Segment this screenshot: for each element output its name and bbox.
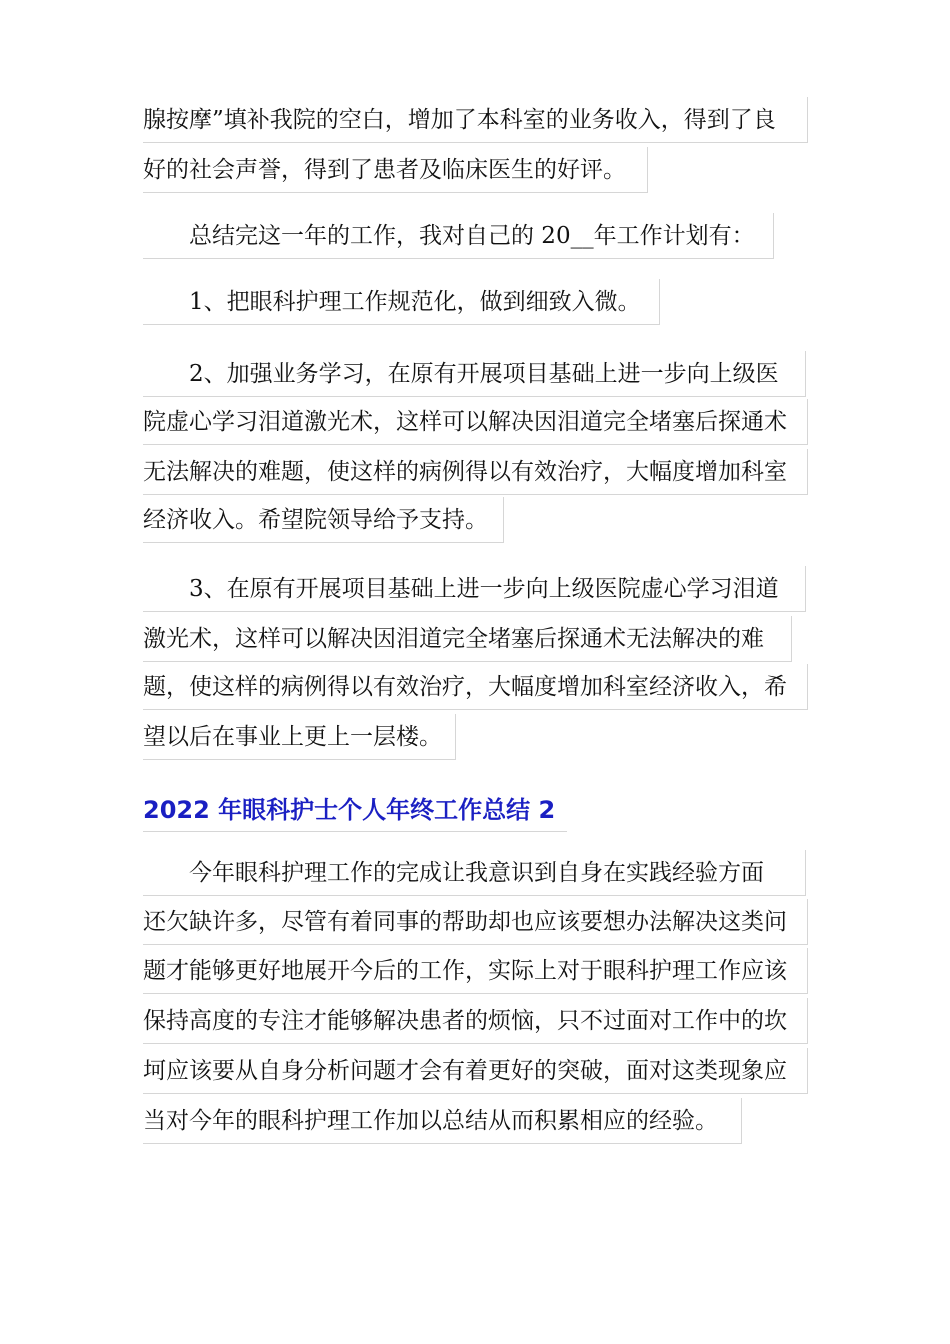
text-line: 题才能够更好地展开今后的工作，实际上对于眼科护理工作应该 xyxy=(143,948,787,994)
text-line: 坷应该要从自身分析问题才会有着更好的突破，面对这类现象应 xyxy=(143,1048,787,1094)
text-line: 望以后在事业上更上一层楼。 xyxy=(143,714,442,760)
text-line: 经济收入。希望院领导给予支持。 xyxy=(143,497,488,543)
text-line: 保持高度的专注才能够解决患者的烦恼，只不过面对工作中的坎 xyxy=(143,998,787,1044)
text-line: 当对今年的眼科护理工作加以总结从而积累相应的经验。 xyxy=(143,1098,718,1144)
text-line: 2、加强业务学习，在原有开展项目基础上进一步向上级医 xyxy=(143,351,779,397)
text-line: 腺按摩”填补我院的空白，增加了本科室的业务收入，得到了良 xyxy=(143,97,776,143)
text-line: 激光术，这样可以解决因泪道完全堵塞后探通术无法解决的难 xyxy=(143,616,764,662)
text-line: 3、在原有开展项目基础上进一步向上级医院虚心学习泪道 xyxy=(143,566,779,612)
text-line: 题，使这样的病例得以有效治疗，大幅度增加科室经济收入，希 xyxy=(143,664,787,710)
text-line: 院虚心学习泪道激光术，这样可以解决因泪道完全堵塞后探通术 xyxy=(143,399,787,445)
section-heading: 2022 年眼科护士个人年终工作总结 2 xyxy=(143,788,555,832)
text-line: 无法解决的难题，使这样的病例得以有效治疗，大幅度增加科室 xyxy=(143,449,787,495)
text-line: 还欠缺许多，尽管有着同事的帮助却也应该要想办法解决这类问 xyxy=(143,899,787,945)
text-line: 好的社会声誉，得到了患者及临床医生的好评。 xyxy=(143,147,626,193)
text-line: 总结完这一年的工作，我对自己的 20__年工作计划有： xyxy=(143,213,755,259)
text-line: 1、把眼科护理工作规范化，做到细致入微。 xyxy=(143,279,641,325)
text-line: 今年眼科护理工作的完成让我意识到自身在实践经验方面 xyxy=(143,850,764,896)
